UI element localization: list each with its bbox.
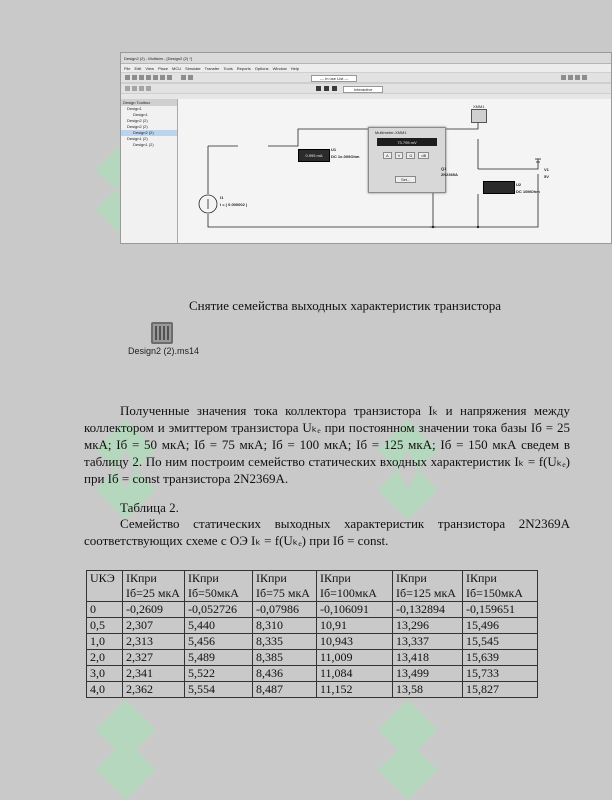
table-cell: 2,327 <box>123 650 185 666</box>
menu-item-view[interactable]: View <box>145 65 154 71</box>
ammeter-value: 0.995 mA <box>305 153 323 158</box>
new-icon[interactable] <box>125 75 130 80</box>
toolbar-standard <box>121 72 611 83</box>
multimeter-mode-buttons <box>383 152 429 159</box>
open-icon[interactable] <box>132 75 137 80</box>
window-title: Design2 (2) - Multisim - [Design2 (2) *] <box>121 53 611 64</box>
tree-item[interactable]: Design2 (2) <box>121 130 177 136</box>
menu-item-reports[interactable]: Reports <box>236 65 251 71</box>
table-cell: -0,132894 <box>393 602 463 618</box>
simulation-mode[interactable]: Interactive <box>343 86 383 93</box>
design-toolbox-panel <box>121 99 178 243</box>
table-cell: 1,0 <box>87 634 123 650</box>
v1-label: V1 <box>544 167 549 172</box>
multimeter-set-button[interactable]: Set... <box>395 176 416 183</box>
table-row <box>87 650 538 666</box>
i1-label: I1 <box>220 195 224 200</box>
menu-bar <box>121 64 611 72</box>
table-cell: 15,639 <box>463 650 538 666</box>
header-cell: IКпри Iб=100мкА <box>317 571 393 602</box>
menu-item-transfer[interactable]: Transfer <box>204 65 220 71</box>
cut-icon[interactable] <box>153 75 158 80</box>
diode-icon[interactable] <box>139 86 144 91</box>
table-cell: 11,152 <box>317 682 393 698</box>
table-cell: 3,0 <box>87 666 123 682</box>
ammeter-u1-display <box>298 149 330 162</box>
attachment-filename[interactable]: Design2 (2).ms14 <box>128 346 200 356</box>
u2-description: DC 10MOhm <box>516 189 540 194</box>
watermark-logo <box>96 700 156 800</box>
xmm1-instrument[interactable] <box>471 104 487 123</box>
design-tree <box>121 106 177 148</box>
table-cell: 13,58 <box>393 682 463 698</box>
menu-item-window[interactable]: Window <box>272 65 287 71</box>
tree-item[interactable]: Design2 (2) <box>127 118 148 123</box>
table-cell: 13,296 <box>393 618 463 634</box>
tree-item[interactable]: Design1 (2) <box>133 142 154 147</box>
table-cell: 11,084 <box>317 666 393 682</box>
header-cell: IКпри Iб=125 мкА <box>393 571 463 602</box>
schematic-canvas[interactable] <box>178 99 611 243</box>
u1-label: U1 <box>331 147 337 152</box>
multisim-file-icon[interactable] <box>150 321 174 345</box>
figure-caption: Снятие семейства выходных характеристик транзистора <box>188 298 502 313</box>
mode-button-v[interactable]: V <box>395 152 404 159</box>
table-cell: 8,335 <box>253 634 317 650</box>
source-icon[interactable] <box>125 86 130 91</box>
table-cell: -0,2609 <box>123 602 185 618</box>
table-cell: 13,337 <box>393 634 463 650</box>
menu-item-tools[interactable]: Tools <box>223 65 233 71</box>
paragraph-text: Полученные значения тока коллектора транзистора Iₖ и напряжения между коллектором и эмиттером транзистора Uₖₑ при постоянном значении тока базы Iб = 25 мкА; Iб = 50 мкА; Iб = 75 мкА; Iб = 100 мкА; Iб = 125 мкА; Iб = 150 мкА сведем в таблицу 2. По ним построим семейство статических входных характеристик Iₖ = f(Uₖₑ) при Iб = const транзистора 2N2369А. <box>84 403 570 486</box>
xmm1-label: XMM1 <box>473 104 485 109</box>
table-cell: 2,362 <box>123 682 185 698</box>
table-cell: 2,307 <box>123 618 185 634</box>
table-cell: 4,0 <box>87 682 123 698</box>
stop-icon[interactable] <box>332 86 337 91</box>
u1-description: DC 1e-009Ohm <box>331 154 360 159</box>
table-cell: -0,106091 <box>317 602 393 618</box>
zoom-fit-icon[interactable] <box>582 75 587 80</box>
table-cell: 15,496 <box>463 618 538 634</box>
table-cell: 5,554 <box>185 682 253 698</box>
data-table <box>86 570 538 698</box>
save-icon[interactable] <box>139 75 144 80</box>
table-row <box>87 602 538 618</box>
transistor-icon[interactable] <box>146 86 151 91</box>
voltmeter-u2-display <box>483 181 515 194</box>
q1-type: 2N2369A <box>441 172 458 177</box>
table-cell: -0,052726 <box>185 602 253 618</box>
table-cell: 10,943 <box>317 634 393 650</box>
panel-title: Design Toolbox <box>121 99 177 106</box>
multimeter-value: 73.795 mV <box>397 139 417 145</box>
basic-icon[interactable] <box>132 86 137 91</box>
table-cell: 8,487 <box>253 682 317 698</box>
table-cell: 15,733 <box>463 666 538 682</box>
table-caption: Таблица 2. <box>120 500 179 515</box>
toolbar-simulation <box>121 83 611 94</box>
table-row <box>87 666 538 682</box>
watermark-logo <box>378 700 438 800</box>
menu-item-edit[interactable]: Edit <box>134 65 142 71</box>
table-cell: 10,91 <box>317 618 393 634</box>
table-row <box>87 634 538 650</box>
multisim-screenshot <box>120 52 612 244</box>
header-cell: IКпри Iб=150мкА <box>463 571 538 602</box>
table-cell: 8,310 <box>253 618 317 634</box>
pause-icon[interactable] <box>324 86 329 91</box>
table-cell: 8,385 <box>253 650 317 666</box>
table-cell: 13,418 <box>393 650 463 666</box>
table-cell: 8,436 <box>253 666 317 682</box>
table-header-row <box>87 571 538 602</box>
table-cell: 5,440 <box>185 618 253 634</box>
paste-icon[interactable] <box>167 75 172 80</box>
table-cell: 0,5 <box>87 618 123 634</box>
multimeter-title: Multimeter-XMM1 <box>375 130 407 135</box>
table-cell: -0,07986 <box>253 602 317 618</box>
u2-label: U2 <box>516 182 522 187</box>
multimeter-display <box>377 138 437 146</box>
table-cell: 2,313 <box>123 634 185 650</box>
table-cell: 13,499 <box>393 666 463 682</box>
i1-value: I = ( 0.000002 ) <box>220 202 248 207</box>
tree-item[interactable]: Design1 (2) <box>127 136 148 141</box>
table-description: Семейство статических выходных характеристик транзистора 2N2369А соответствующих схеме с ОЭ Iₖ = f(Uₖₑ) при Iб = const. <box>84 516 570 548</box>
copy-icon[interactable] <box>160 75 165 80</box>
v1-value: 5V <box>544 174 549 179</box>
table-row <box>87 682 538 698</box>
table-cell: 0 <box>87 602 123 618</box>
menu-item-mcu[interactable]: MCU <box>171 65 182 71</box>
table-cell: 2,0 <box>87 650 123 666</box>
header-cell: UКЭ <box>87 571 123 602</box>
menu-item-simulate[interactable]: Simulate <box>185 65 201 71</box>
table-cell: 15,545 <box>463 634 538 650</box>
tree-item[interactable]: Design2 (2) <box>127 124 148 129</box>
table-cell: 5,522 <box>185 666 253 682</box>
zoom-area-icon[interactable] <box>575 75 580 80</box>
table-cell: 15,827 <box>463 682 538 698</box>
menu-item-help[interactable]: Help <box>290 65 300 71</box>
table-row <box>87 618 538 634</box>
table-cell: 5,456 <box>185 634 253 650</box>
in-use-list-combo[interactable]: --- In use List --- <box>311 75 357 82</box>
menu-item-place[interactable]: Place <box>157 65 168 71</box>
tree-item[interactable]: Design1 <box>127 106 142 111</box>
table-cell: -0,159651 <box>463 602 538 618</box>
menu-item-options[interactable]: Options <box>254 65 269 71</box>
print-icon[interactable] <box>146 75 151 80</box>
header-cell: IКпри Iб=50мкА <box>185 571 253 602</box>
redo-icon[interactable] <box>188 75 193 80</box>
run-icon[interactable] <box>316 86 321 91</box>
header-cell: IКпри Iб=25 мкА <box>123 571 185 602</box>
table-cell: 11,009 <box>317 650 393 666</box>
table-cell: 2,341 <box>123 666 185 682</box>
menu-item-file[interactable]: File <box>124 65 131 71</box>
zoom-out-icon[interactable] <box>568 75 573 80</box>
q1-label: Q1 <box>441 166 447 171</box>
mode-button-ohm[interactable]: Ω <box>406 152 415 159</box>
body-paragraph <box>84 402 570 487</box>
multimeter-window[interactable] <box>368 127 446 193</box>
header-cell: IКпри Iб=75 мкА <box>253 571 317 602</box>
zoom-in-icon[interactable] <box>561 75 566 80</box>
table-cell: 5,489 <box>185 650 253 666</box>
mode-button-db[interactable]: dB <box>418 152 429 159</box>
mode-button-a[interactable]: A <box>383 152 392 159</box>
undo-icon[interactable] <box>181 75 186 80</box>
tree-item[interactable]: Design1 <box>133 112 148 117</box>
